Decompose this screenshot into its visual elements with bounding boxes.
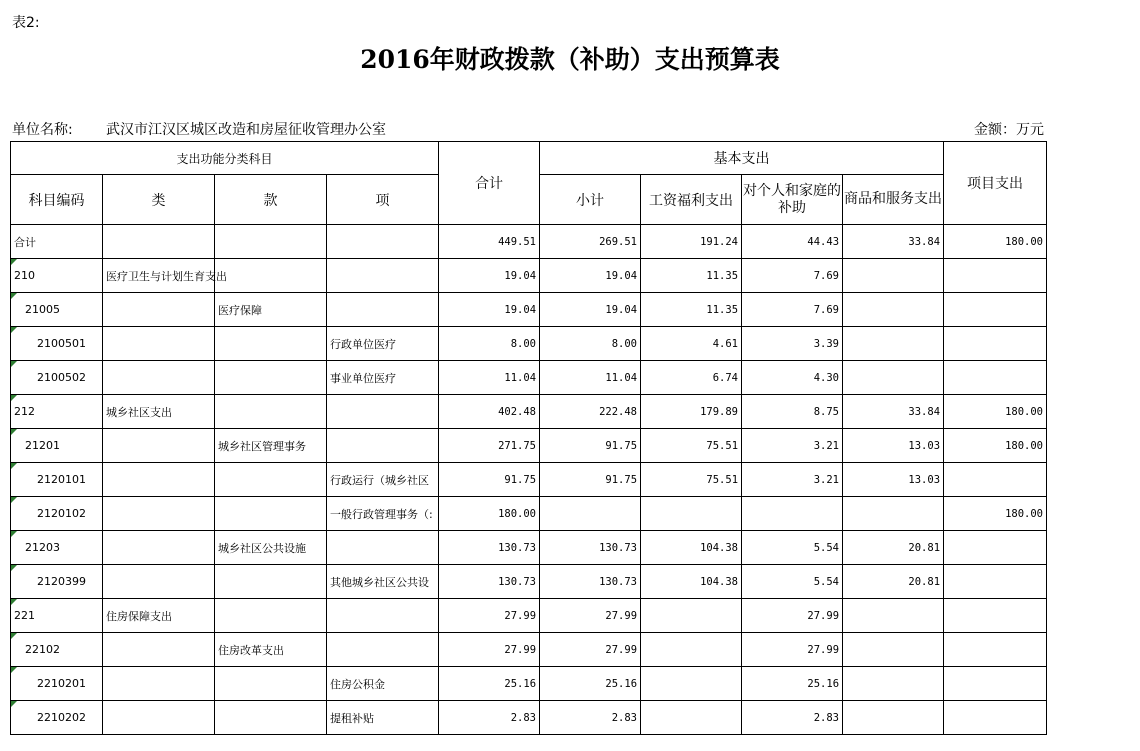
- item-cell-text: 提租补贴: [330, 711, 374, 725]
- subtotal-cell-text: 27.99: [605, 609, 638, 622]
- total-cell-text: 180.00: [498, 507, 537, 520]
- item-cell-text: 住房公积金: [330, 677, 385, 691]
- item-cell-text: 行政运行（城乡社区: [330, 473, 429, 487]
- total-cell: [439, 701, 540, 735]
- total-cell: [439, 259, 540, 293]
- personal-subsidy-cell-text: 4.30: [813, 371, 840, 384]
- project-cell: [944, 429, 1047, 463]
- code-cell: [11, 259, 103, 293]
- basic-expenditure-header: 基本支出: [540, 142, 944, 175]
- goods-services-cell: [843, 259, 944, 293]
- total-cell-text: 271.75: [498, 439, 537, 452]
- item-cell: [327, 667, 439, 701]
- code-cell-text: 22102: [25, 643, 60, 656]
- subtotal-cell: [540, 531, 641, 565]
- section-cell: [215, 667, 327, 701]
- code-cell: [11, 361, 103, 395]
- wages-cell: [641, 463, 742, 497]
- subtotal-cell: [540, 293, 641, 327]
- class-header: 类: [103, 175, 215, 225]
- class-cell: [103, 395, 215, 429]
- subtotal-cell: [540, 225, 641, 259]
- cell-marker-icon: [11, 531, 17, 537]
- goods-services-cell: [843, 599, 944, 633]
- budget-table: [10, 141, 1047, 735]
- item-cell-text: 事业单位医疗: [330, 371, 396, 385]
- subtotal-cell: [540, 701, 641, 735]
- project-cell-text: 180.00: [1005, 439, 1044, 452]
- project-cell: [944, 599, 1047, 633]
- wages-cell: [641, 497, 742, 531]
- personal-subsidy-cell: [742, 599, 843, 633]
- personal-subsidy-cell: [742, 361, 843, 395]
- cell-marker-icon: [11, 667, 17, 673]
- personal-subsidy-cell-text: 44.43: [807, 235, 840, 248]
- item-cell-text: 一般行政管理事务（:: [330, 507, 433, 521]
- personal-subsidy-cell-text: 7.69: [813, 303, 840, 316]
- wages-cell: [641, 361, 742, 395]
- wages-cell-text: 104.38: [700, 575, 739, 588]
- code-cell-text: 2120102: [37, 507, 86, 520]
- table-header: [11, 142, 1047, 225]
- table-body: [11, 225, 1047, 735]
- subtotal-cell: [540, 463, 641, 497]
- goods-services-cell: [843, 429, 944, 463]
- section-cell: [215, 225, 327, 259]
- goods-services-cell: [843, 463, 944, 497]
- personal-subsidy-cell-text: 5.54: [813, 541, 840, 554]
- code-cell: [11, 463, 103, 497]
- wages-header: 工资福利支出: [641, 175, 742, 225]
- total-cell-text: 130.73: [498, 541, 537, 554]
- subtotal-cell: [540, 565, 641, 599]
- wages-cell-text: 11.35: [706, 303, 739, 316]
- item-cell: [327, 225, 439, 259]
- project-cell: [944, 361, 1047, 395]
- total-cell: [439, 225, 540, 259]
- section-cell: [215, 463, 327, 497]
- code-cell: [11, 565, 103, 599]
- total-cell-text: 19.04: [504, 269, 537, 282]
- cell-marker-icon: [11, 565, 17, 571]
- table-row: [11, 225, 1047, 259]
- goods-services-cell: [843, 225, 944, 259]
- table-row: [11, 395, 1047, 429]
- personal-subsidy-cell-text: 27.99: [807, 609, 840, 622]
- personal-subsidy-cell: [742, 667, 843, 701]
- table-row: [11, 361, 1047, 395]
- code-cell-text: 2120101: [37, 473, 86, 486]
- code-cell-text: 210: [14, 269, 35, 282]
- code-cell-text: 221: [14, 609, 35, 622]
- personal-subsidy-cell-text: 3.21: [813, 439, 840, 452]
- cell-marker-icon: [11, 395, 17, 401]
- section-cell: [215, 701, 327, 735]
- class-cell: [103, 361, 215, 395]
- section-cell-text: 城乡社区公共设施: [218, 541, 306, 555]
- personal-subsidy-cell: [742, 463, 843, 497]
- class-cell: [103, 599, 215, 633]
- wages-cell-text: 179.89: [700, 405, 739, 418]
- goods-services-cell: [843, 361, 944, 395]
- personal-subsidy-header: 对个人和家庭的补助: [742, 175, 843, 225]
- personal-subsidy-cell-text: 3.21: [813, 473, 840, 486]
- total-cell-text: 8.00: [510, 337, 537, 350]
- goods-services-cell-text: 13.03: [908, 439, 941, 452]
- table-row: [11, 531, 1047, 565]
- item-cell-text: 其他城乡社区公共设: [330, 575, 429, 589]
- table-row: [11, 599, 1047, 633]
- subtotal-cell-text: 8.00: [611, 337, 638, 350]
- item-cell: [327, 463, 439, 497]
- wages-cell: [641, 293, 742, 327]
- amount-unit-label: 金额：万元: [974, 122, 1044, 138]
- wages-cell: [641, 667, 742, 701]
- total-cell: [439, 531, 540, 565]
- total-cell: [439, 633, 540, 667]
- class-cell: [103, 259, 227, 293]
- personal-subsidy-cell: [742, 531, 843, 565]
- total-cell-text: 130.73: [498, 575, 537, 588]
- class-cell-text: 医疗卫生与计划生育支出: [106, 269, 227, 283]
- project-cell: [944, 225, 1047, 259]
- subtotal-cell: [540, 327, 641, 361]
- subtotal-cell: [540, 633, 641, 667]
- subtotal-cell: [540, 497, 641, 531]
- code-cell: [11, 701, 103, 735]
- item-cell: [327, 327, 439, 361]
- cell-marker-icon: [11, 259, 17, 265]
- subtotal-cell: [540, 259, 641, 293]
- project-cell: [944, 293, 1047, 327]
- project-expenditure-header: 项目支出: [944, 142, 1047, 225]
- subtotal-cell-text: 25.16: [605, 677, 638, 690]
- wages-cell: [641, 531, 742, 565]
- item-cell: [327, 497, 439, 531]
- section-cell-text: 城乡社区管理事务: [218, 439, 306, 453]
- personal-subsidy-cell: [742, 395, 843, 429]
- wages-cell: [641, 599, 742, 633]
- total-cell-text: 19.04: [504, 303, 537, 316]
- section-cell: [215, 599, 327, 633]
- goods-services-cell: [843, 293, 944, 327]
- total-cell: [439, 361, 540, 395]
- subtotal-cell-text: 19.04: [605, 269, 638, 282]
- project-cell: [944, 531, 1047, 565]
- goods-services-cell: [843, 667, 944, 701]
- item-cell: [327, 429, 439, 463]
- goods-services-cell: [843, 565, 944, 599]
- goods-services-cell: [843, 327, 944, 361]
- project-cell: [944, 565, 1047, 599]
- project-cell: [944, 395, 1047, 429]
- total-cell: [439, 327, 540, 361]
- class-cell-text: 城乡社区支出: [106, 405, 172, 419]
- wages-cell-text: 6.74: [712, 371, 739, 384]
- total-cell: [439, 565, 540, 599]
- wages-cell: [641, 429, 742, 463]
- code-cell-text: 2120399: [37, 575, 86, 588]
- wages-cell-text: 4.61: [712, 337, 739, 350]
- project-cell-text: 180.00: [1005, 507, 1044, 520]
- total-cell-text: 2.83: [510, 711, 537, 724]
- table-row: [11, 667, 1047, 701]
- subtotal-cell-text: 91.75: [605, 439, 638, 452]
- wages-cell: [641, 633, 742, 667]
- class-cell-text: 住房保障支出: [106, 609, 172, 623]
- section-cell: [215, 531, 327, 565]
- cell-marker-icon: [11, 497, 17, 503]
- project-cell: [944, 667, 1047, 701]
- table-row: [11, 429, 1047, 463]
- unit-name-label: 单位名称:: [12, 122, 73, 138]
- code-cell-text: 21201: [25, 439, 60, 452]
- cell-marker-icon: [11, 599, 17, 605]
- project-cell: [944, 497, 1047, 531]
- subtotal-cell-text: 27.99: [605, 643, 638, 656]
- goods-services-cell-text: 20.81: [908, 575, 941, 588]
- item-cell: [327, 361, 439, 395]
- code-cell: [11, 293, 103, 327]
- section-cell: [215, 361, 327, 395]
- code-cell: [11, 429, 103, 463]
- wages-cell: [641, 395, 742, 429]
- code-cell: [11, 497, 103, 531]
- section-cell: [215, 429, 327, 463]
- wages-cell-text: 104.38: [700, 541, 739, 554]
- goods-services-header: 商品和服务支出: [843, 175, 944, 225]
- total-cell: [439, 293, 540, 327]
- item-cell: [327, 395, 439, 429]
- subtotal-cell-text: 222.48: [599, 405, 638, 418]
- total-cell-text: 11.04: [504, 371, 537, 384]
- section-cell: [215, 259, 327, 293]
- personal-subsidy-cell: [742, 293, 843, 327]
- subtotal-cell-text: 130.73: [599, 541, 638, 554]
- project-cell-text: 180.00: [1005, 235, 1044, 248]
- total-cell-text: 402.48: [498, 405, 537, 418]
- class-cell: [103, 327, 215, 361]
- goods-services-cell-text: 33.84: [908, 405, 941, 418]
- personal-subsidy-cell-text: 8.75: [813, 405, 840, 418]
- subtotal-cell-text: 269.51: [599, 235, 638, 248]
- total-cell: [439, 463, 540, 497]
- total-cell-text: 91.75: [504, 473, 537, 486]
- section-cell-text: 住房改革支出: [218, 643, 284, 657]
- wages-cell: [641, 225, 742, 259]
- document-title: 2016年财政拨款（补助）支出预算表: [360, 45, 780, 74]
- code-cell-text: 2210202: [37, 711, 86, 724]
- section-cell: [215, 497, 327, 531]
- wages-cell-text: 75.51: [706, 439, 739, 452]
- wages-cell-text: 75.51: [706, 473, 739, 486]
- total-cell: [439, 599, 540, 633]
- project-cell: [944, 259, 1047, 293]
- total-cell-text: 449.51: [498, 235, 537, 248]
- personal-subsidy-cell-text: 3.39: [813, 337, 840, 350]
- section-cell: [215, 565, 327, 599]
- wages-cell: [641, 565, 742, 599]
- subtotal-cell-text: 91.75: [605, 473, 638, 486]
- subtotal-cell: [540, 667, 641, 701]
- class-cell: [103, 633, 215, 667]
- code-cell: [11, 599, 103, 633]
- subtotal-cell: [540, 361, 641, 395]
- cell-marker-icon: [11, 327, 17, 333]
- table-number-label: 表2:: [12, 15, 40, 31]
- personal-subsidy-cell: [742, 497, 843, 531]
- personal-subsidy-cell: [742, 429, 843, 463]
- goods-services-cell-text: 33.84: [908, 235, 941, 248]
- code-cell: [11, 225, 103, 259]
- total-cell: [439, 395, 540, 429]
- item-cell-text: 行政单位医疗: [330, 337, 396, 351]
- class-cell: [103, 701, 215, 735]
- cell-marker-icon: [11, 293, 17, 299]
- total-header: 合计: [439, 142, 540, 225]
- project-cell: [944, 701, 1047, 735]
- personal-subsidy-cell: [742, 327, 843, 361]
- cell-marker-icon: [11, 701, 17, 707]
- function-classification-header: 支出功能分类科目: [11, 142, 439, 175]
- total-cell: [439, 497, 540, 531]
- code-cell-text: 21203: [25, 541, 60, 554]
- subtotal-cell: [540, 395, 641, 429]
- personal-subsidy-cell-text: 27.99: [807, 643, 840, 656]
- personal-subsidy-cell-text: 2.83: [813, 711, 840, 724]
- code-cell-text: 2210201: [37, 677, 86, 690]
- unit-name-value: 武汉市江汉区城区改造和房屋征收管理办公室: [106, 122, 386, 138]
- subtotal-cell-text: 19.04: [605, 303, 638, 316]
- goods-services-cell: [843, 531, 944, 565]
- section-cell-text: 医疗保障: [218, 303, 262, 317]
- wages-cell: [641, 701, 742, 735]
- section-cell: [215, 633, 327, 667]
- item-cell: [327, 565, 439, 599]
- project-cell: [944, 463, 1047, 497]
- project-cell-text: 180.00: [1005, 405, 1044, 418]
- class-cell: [103, 293, 215, 327]
- project-cell: [944, 633, 1047, 667]
- class-cell: [103, 225, 215, 259]
- goods-services-cell: [843, 633, 944, 667]
- cell-marker-icon: [11, 463, 17, 469]
- total-cell-text: 27.99: [504, 609, 537, 622]
- item-header: 项: [327, 175, 439, 225]
- total-cell-text: 27.99: [504, 643, 537, 656]
- table-row: [11, 565, 1047, 599]
- table-row: [11, 259, 1047, 293]
- subtotal-cell-text: 130.73: [599, 575, 638, 588]
- class-cell: [103, 463, 215, 497]
- total-cell: [439, 667, 540, 701]
- goods-services-cell: [843, 497, 944, 531]
- class-cell: [103, 667, 215, 701]
- code-cell-text: 2100502: [37, 371, 86, 384]
- personal-subsidy-cell: [742, 259, 843, 293]
- personal-subsidy-cell-text: 7.69: [813, 269, 840, 282]
- code-cell-text: 2100501: [37, 337, 86, 350]
- class-cell: [103, 531, 215, 565]
- project-cell: [944, 327, 1047, 361]
- section-cell: [215, 327, 327, 361]
- personal-subsidy-cell: [742, 565, 843, 599]
- section-cell: [215, 395, 327, 429]
- goods-services-cell-text: 13.03: [908, 473, 941, 486]
- personal-subsidy-cell: [742, 701, 843, 735]
- cell-marker-icon: [11, 429, 17, 435]
- total-cell-text: 25.16: [504, 677, 537, 690]
- table-row: [11, 497, 1047, 531]
- total-cell: [439, 429, 540, 463]
- table-row: [11, 293, 1047, 327]
- subtotal-header: 小计: [540, 175, 641, 225]
- wages-cell: [641, 327, 742, 361]
- section-cell: [215, 293, 327, 327]
- personal-subsidy-cell-text: 5.54: [813, 575, 840, 588]
- subtotal-cell-text: 11.04: [605, 371, 638, 384]
- wages-cell: [641, 259, 742, 293]
- code-cell-text: 合计: [14, 235, 36, 249]
- table-row: [11, 633, 1047, 667]
- cell-marker-icon: [11, 361, 17, 367]
- code-cell-text: 21005: [25, 303, 60, 316]
- subtotal-cell: [540, 599, 641, 633]
- item-cell: [327, 293, 439, 327]
- wages-cell-text: 191.24: [700, 235, 739, 248]
- table-row: [11, 327, 1047, 361]
- personal-subsidy-cell-text: 25.16: [807, 677, 840, 690]
- table-row: [11, 463, 1047, 497]
- wages-cell-text: 11.35: [706, 269, 739, 282]
- personal-subsidy-cell: [742, 633, 843, 667]
- code-cell: [11, 531, 103, 565]
- section-header: 款: [215, 175, 327, 225]
- class-cell: [103, 429, 215, 463]
- personal-subsidy-cell: [742, 225, 843, 259]
- subtotal-cell: [540, 429, 641, 463]
- item-cell: [327, 633, 439, 667]
- item-cell: [327, 531, 439, 565]
- subtotal-cell-text: 2.83: [611, 711, 638, 724]
- class-cell: [103, 565, 215, 599]
- item-cell: [327, 259, 439, 293]
- cell-marker-icon: [11, 633, 17, 639]
- code-cell: [11, 327, 103, 361]
- table-row: [11, 701, 1047, 735]
- item-cell: [327, 701, 439, 735]
- goods-services-cell: [843, 701, 944, 735]
- code-cell: [11, 395, 103, 429]
- item-cell: [327, 599, 439, 633]
- goods-services-cell: [843, 395, 944, 429]
- code-cell: [11, 633, 103, 667]
- class-cell: [103, 497, 215, 531]
- code-header: 科目编码: [11, 175, 103, 225]
- code-cell-text: 212: [14, 405, 35, 418]
- code-cell: [11, 667, 103, 701]
- goods-services-cell-text: 20.81: [908, 541, 941, 554]
